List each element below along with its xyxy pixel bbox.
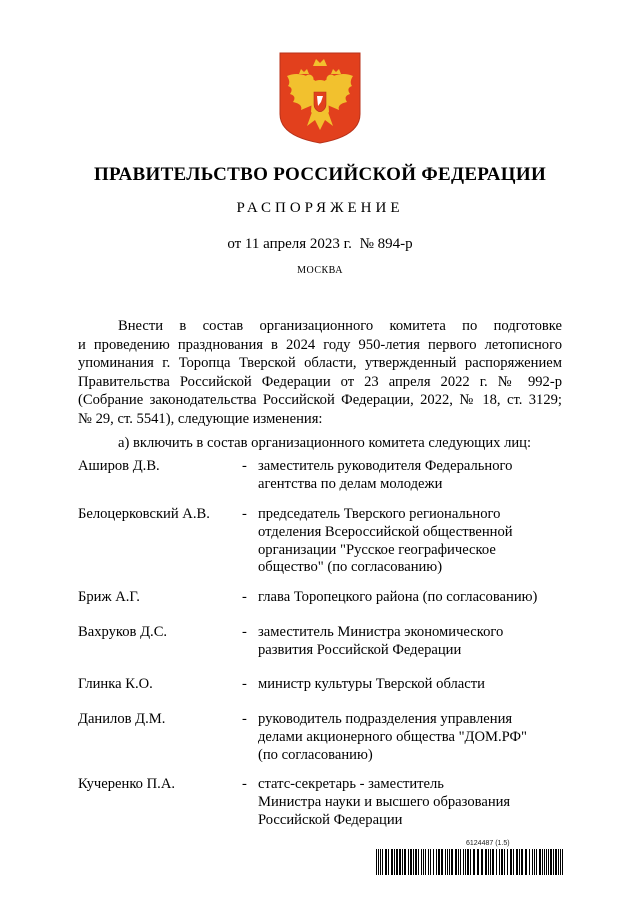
document-date-line: [0, 236, 640, 253]
member-role-line: агентства по делам молодежи: [258, 475, 443, 492]
member-dash: -: [242, 506, 247, 522]
barcode-bar: [436, 849, 437, 875]
barcode-bar: [501, 849, 503, 875]
barcode-bar: [539, 849, 541, 875]
barcode-bar: [470, 849, 471, 875]
document-city: МОСКВА: [297, 265, 343, 276]
barcode-bar: [458, 849, 459, 875]
document-number: № 894-р: [359, 236, 413, 252]
barcode-bar: [548, 849, 549, 875]
barcode-bar: [394, 849, 395, 875]
member-role-line: заместитель Министра экономического: [258, 624, 504, 640]
barcode-bar: [421, 849, 422, 875]
barcode-bar: [507, 849, 508, 875]
barcode-bar: [415, 849, 417, 875]
barcode-bar: [481, 849, 483, 875]
member-role-line: Министра науки и высшего образования: [258, 793, 511, 810]
member-name: Кучеренко П.А.: [78, 776, 176, 792]
barcode-bar: [451, 849, 453, 875]
barcode-bar: [445, 849, 446, 875]
barcode-bar: [382, 849, 383, 875]
barcode-bar: [465, 849, 466, 875]
barcode-bar: [492, 849, 494, 875]
member-name: Глинка К.О.: [78, 676, 153, 692]
barcode-bar: [536, 849, 537, 875]
barcode-bar: [399, 849, 401, 875]
barcode-bar: [477, 849, 479, 875]
barcode-bar: [413, 849, 414, 875]
barcode-bar: [388, 849, 389, 875]
government-title: ПРАВИТЕЛЬСТВО РОССИЙСКОЙ ФЕДЕРАЦИИ: [93, 164, 547, 185]
member-role-line: общество" (по согласованию): [258, 559, 443, 576]
barcode-bar: [455, 849, 457, 875]
member-dash: -: [242, 458, 247, 474]
barcode-bar: [402, 849, 403, 875]
barcode-bar: [499, 849, 500, 875]
barcode-bar: [467, 849, 469, 875]
member-role-line: организации "Русское географическое: [258, 541, 496, 558]
barcode-number: 6124487 (1.5): [466, 840, 510, 847]
barcode-bar: [408, 849, 409, 875]
barcode-bar: [423, 849, 424, 875]
barcode-bar: [463, 849, 464, 875]
member-role-line: (по согласованию): [258, 746, 373, 763]
barcode-bar: [521, 849, 523, 875]
barcode-bar: [385, 849, 387, 875]
barcode-bar: [441, 849, 443, 875]
barcode-bar: [560, 849, 561, 875]
member-dash: -: [242, 624, 247, 640]
barcode-bar: [488, 849, 489, 875]
barcode-bar: [510, 849, 512, 875]
barcode-bar: [449, 849, 450, 875]
barcode-bar: [378, 849, 379, 875]
member-role-line: руководитель подразделения управления: [258, 711, 513, 727]
barcode-bar: [473, 849, 475, 875]
member-role-line: председатель Тверского регионального: [258, 506, 501, 522]
barcode-bar: [433, 849, 434, 875]
barcode-bar: [460, 849, 461, 875]
member-role: [258, 589, 568, 607]
barcode-bar: [438, 849, 440, 875]
body-line: упоминания г. Торопца Тверской области, утвержденный распоряжением: [78, 355, 562, 372]
body-line: и проведению празднования в 2024 году 950-летия первого летописного: [78, 336, 562, 353]
barcode-bar: [396, 849, 398, 875]
barcode-bar: [496, 849, 497, 875]
member-name: Данилов Д.М.: [78, 711, 166, 727]
member-dash: -: [242, 776, 247, 792]
barcode-bar: [546, 849, 547, 875]
member-role-line: статс-секретарь - заместитель: [258, 776, 444, 792]
member-role-line: министр культуры Тверской области: [258, 676, 485, 692]
member-dash: -: [242, 589, 247, 605]
body-line: Правительства Российской Федерации от 23 апреля 2022 г. № 992-р: [78, 373, 562, 390]
member-dash: -: [242, 711, 247, 727]
barcode-bar: [425, 849, 426, 875]
barcode-bar: [513, 849, 514, 875]
barcode-bar: [418, 849, 419, 875]
document-type: РАСПОРЯЖЕНИЕ: [236, 200, 404, 216]
member-role-line: Российской Федерации: [258, 811, 403, 828]
member-role: [258, 676, 568, 694]
barcode-bar: [430, 849, 431, 875]
member-name: Бриж А.Г.: [78, 589, 140, 605]
barcode-bar: [562, 849, 563, 875]
barcode-bar: [555, 849, 557, 875]
barcode-bar: [544, 849, 545, 875]
barcode-bar: [410, 849, 412, 875]
member-name: Белоцерковский А.В.: [78, 506, 210, 522]
barcode-bar: [558, 849, 559, 875]
member-role-line: отделения Всероссийской общественной: [258, 523, 513, 540]
body-line: № 29, ст. 5541), следующие изменения:: [78, 410, 323, 427]
barcode-bar: [490, 849, 491, 875]
member-role: [258, 776, 568, 829]
body-line: Внести в состав организационного комитета по подготовке: [118, 318, 562, 334]
member-role-line: глава Торопецкого района (по согласованию): [258, 589, 538, 605]
member-role-line: делами акционерного общества "ДОМ.РФ": [258, 728, 528, 745]
barcode-bar: [525, 849, 527, 875]
barcode-bar: [447, 849, 448, 875]
member-role: [258, 506, 568, 577]
barcode-bar: [532, 849, 533, 875]
member-name: Вахруков Д.С.: [78, 624, 168, 640]
barcode-bar: [428, 849, 429, 875]
barcode-icon: [376, 849, 563, 875]
russian-coat-of-arms-icon: [279, 52, 361, 144]
barcode-bar: [519, 849, 520, 875]
barcode-bar: [391, 849, 393, 875]
barcode-bar: [485, 849, 487, 875]
member-role-line: заместитель руководителя Федерального: [258, 458, 513, 474]
member-role: [258, 458, 568, 494]
member-name: Аширов Д.В.: [78, 458, 160, 474]
barcode-bar: [550, 849, 552, 875]
barcode-bar: [516, 849, 518, 875]
document-date: от 11 апреля 2023 г.: [227, 236, 352, 252]
subpoint-a: а) включить в состав организационного комитета следующих лиц:: [118, 435, 532, 451]
barcode-bar: [376, 849, 377, 875]
barcode-bar: [553, 849, 554, 875]
barcode-bar: [529, 849, 530, 875]
member-role-line: развития Российской Федерации: [258, 641, 462, 658]
body-line: (Собрание законодательства Российской Федерации, 2022, № 18, ст. 3129;: [78, 392, 562, 409]
body-paragraph: [78, 317, 562, 429]
member-role: [258, 624, 568, 660]
barcode-bar: [534, 849, 535, 875]
member-role: [258, 711, 568, 764]
barcode-bar: [404, 849, 406, 875]
barcode-bar: [542, 849, 543, 875]
member-dash: -: [242, 676, 247, 692]
barcode-bar: [504, 849, 505, 875]
barcode-bar: [380, 849, 381, 875]
